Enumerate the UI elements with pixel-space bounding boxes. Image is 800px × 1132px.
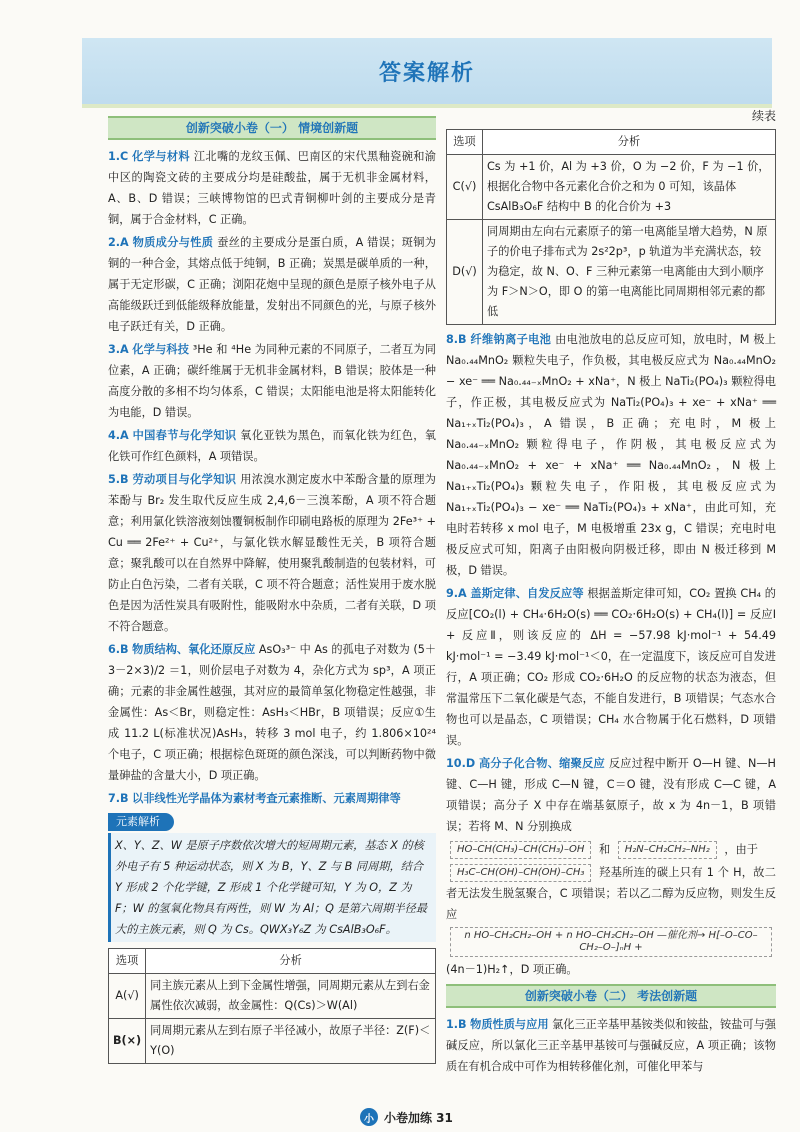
table-header-analysis: 分析 [483,130,776,155]
topic-tag: 化学与科技 [132,343,190,356]
answer-item [108,469,436,637]
answer-number: 1.B [446,1018,467,1031]
table-cell-option: D(√) [447,220,483,325]
answer-text: 用浓溴水测定废水中苯酚含量的原理为苯酚与 Br₂ 发生取代反应生成 2,4,6－三溴苯酚，A 项不符合题意；利用氯化铁溶液刻蚀覆铜板制作印刷电路板的原理为 2Fe³⁺ + Cu ══ 2Fe²⁺ + Cu²⁺，与氯化铁水解显酸性无关，B 项符合题意；聚乳酸可以在自然界中降解，使用聚乳酸制造的包装材料，可防止白色污染，二者有关联，C 项不符合题意；活性炭用于废水脱色是因为活性炭具有吸附性，能吸附水中杂质，二者有关联，D 项不符合题意。 [108,473,436,633]
section-heading: 创新突破小卷（二） 考法创新题 [446,984,776,1008]
table-cell-analysis: 同周期由左向右元素原子的第一电离能呈增大趋势，N 原子的价电子排布式为 2s²2p³，p 轨道为半充满状态，较为稳定，故 N、O、F 三种元素第一电离能由大到小顺序为 F＞N＞O，即 O 的第一电离能比同周期相邻元素的都低 [483,220,776,325]
answer-item [446,329,776,581]
table-header-option: 选项 [447,130,483,155]
topic-tag: 物质性质与应用 [470,1018,549,1031]
topic-tag: 劳动项目与化学知识 [132,473,237,486]
table-header-option: 选项 [109,949,146,974]
after-molecule-text: ，由于 [724,843,758,856]
banner [82,38,772,104]
answer-text: 由电池放电的总反应可知，放电时，M 极上 Na₀.₄₄MnO₂ 颗粒失电子，作负极，其电极反应式为 Na₀.₄₄MnO₂ − xe⁻ ══ Na₀.₄₄₋ₓMnO₂ + xNa⁺，N 极上 NaTi₂(PO₄)₃ 颗粒得电子，作正极，其电极反应式为 NaTi₂(PO₄)₃ + xe⁻ + xNa⁺ ══ Na₁₊ₓTi₂(PO₄)₃，A 错误，B 正确；充电时，M 极上 Na₀.₄₄₋ₓMnO₂ 颗粒得电子，作阴极，其电极反应式为 Na₀.₄₄₋ₓMnO₂ + xe⁻ + xNa⁺ ══ Na₀.₄₄MnO₂，N 极上 Na₁₊ₓTi₂(PO₄)₃ 颗粒失电子，作阳极，其电极反应式为 Na₁₊ₓTi₂(PO₄)₃ − xe⁻ ══ NaTi₂(PO₄)₃ + xNa⁺，由此可知，充电时若转移 x mol 电子，M 电极增重 23x g，C 错误；充电时电极反应式可知，阳离子由阳极向阴极迁移，即由 N 极迁移到 M 极，D 错误。 [446,333,776,577]
answer-text: 氯化三正辛基甲基铵类似和铵盐，铵盐可与强碱反应，所以氯化三正辛基甲基铵可与强碱反应，A 项正确；该物质在有机合成中可作为相转移催化剂，可催化甲苯与 [446,1018,776,1073]
structure-line [446,839,776,860]
table-header-row [447,130,776,155]
reaction-equation [446,927,776,957]
table-row [109,974,436,1019]
and-word: 和 [598,843,611,856]
answer-number: 6.B [108,643,129,656]
table-cell-option: C(√) [447,155,483,220]
answer-item [446,1014,776,1077]
table-cell-option: B(×) [109,1019,146,1064]
analysis-text: X、Y、Z、W 是原子序数依次增大的短周期元素，基态 X 的核外电子有 5 种运动状态，则 X 为 B，Y、Z 与 B 同周期，结合 Y 形成 2 个化学键，Z 形成 1 个化学键可知，Y 为 O，Z 为 F；W 的氢氧化物具有两性，则 W 为 Al；Q 是第六周期半径最大的主族元素，则 Q 为 Cs。QWX₃Y₆Z 为 CsAlB₃O₆F。 [108,833,436,942]
table-cell-analysis: 同周期元素从左到右原子半径减小，故原子半径：Z(F)＜Y(O) [146,1019,436,1064]
answer-text: AsO₃³⁻ 中 As 的孤电子对数为 (5＋3－2×3)/2 ＝1，则价层电子对数为 4，杂化方式为 sp³，A 项正确；元素的非金属性越强，其对应的最简单氢化物稳定性越强，非金属性：As＜Br，则稳定性：AsH₃＜HBr，B 项错误；反应①生成 11.2 L(标准状况)AsH₃，转移 3 mol 电子，约 1.806×10²⁴ 个电子，C 项正确；根据棕色斑斑的颜色深浅，可以判断药物中微量砷盐的含量大小，D 项正确。 [108,643,437,782]
answer-item [446,753,776,837]
answer-list [446,329,776,837]
answer-number: 8.B [446,333,467,346]
answer-number: 9.A [446,587,467,600]
table-header-analysis: 分析 [146,949,436,974]
topic-tag: 物质成分与性质 [132,236,214,249]
topic-tag: 纤维钠离子电池 [470,333,552,346]
topic-tag: 化学与材料 [132,150,190,163]
topic-tag: 中国春节与化学知识 [132,429,237,442]
analysis-table-continued [446,129,776,325]
molecule-butanediol: H₃C–CH(OH)–CH(OH)–CH₃ [450,864,591,882]
structure-line-2 [446,862,776,925]
continued-label: 续表 [751,109,776,123]
answer-item [108,425,436,467]
analysis-title: 元素解析 [108,813,174,831]
answer-text: 根据盖斯定律可知，CO₂ 置换 CH₄ 的反应[CO₂(l) + CH₄·6H₂O(s) ══ CO₂·6H₂O(s) + CH₄(l)] = 反应Ⅰ + 反应Ⅱ，则该反应的 ΔH = −57.98 kJ·mol⁻¹ + 54.49 kJ·mol⁻¹ = −3.49 kJ·mol⁻¹＜0，在一定温度下，该反应可自发进行，A 项正确；CO₂ 形成 CO₂·6H₂O 的反应物的状态为液态，但常温常压下二氧化碳是气态，不能自发进行，B 项错误；气态水合物也可以是晶态，C 项错误；CH₄ 水合物属于化石燃料，D 项错误。 [446,587,776,747]
brand-logo-icon: 小 [360,1108,378,1126]
left-column [108,116,436,1064]
page-title: 答案解析 [378,60,475,86]
answer-text: 反应过程中断开 O—H 键、N—H 键、C—H 键，形成 C—N 键，C＝O 键，没有形成 C—C 键，A 项错误；高分子 X 中存在端基氨原子，故 x 为 4n－1，B 项错误；若将 M、N 分别换成 [446,757,776,833]
answer-number: 4.A [108,429,129,442]
table-cell-analysis: 同主族元素从上到下金属性增强，同周期元素从左到右金属性依次减弱，故金属性：Q(Cs)＞W(Al) [146,974,436,1019]
table-cell-option: A(√) [109,974,146,1019]
molecule-diamine: H₂N–CH₂CH₂–NH₂ [618,841,717,859]
table-row [447,220,776,325]
page-footer [360,1108,453,1126]
topic-tag: 盖斯定律、自发反应等 [470,587,584,600]
answer-number: 2.A [108,236,129,249]
answer-list [446,1014,776,1077]
answer-text: 蚕丝的主要成分是蛋白质，A 错误；斑铜为铜的一种合金，其熔点低于纯铜，B 正确；炭黑是碳单质的一种，属于无定形碳，C 正确；浏阳花炮中呈现的颜色是原子核外电子从高能级跃迁到低能级释放能量，发射出不同颜色的光，与原子核外电子跃迁有关，D 正确。 [108,236,436,333]
answer-number: 3.A [108,343,129,356]
topic-tag: 物质结构、氧化还原反应 [132,643,256,656]
answer-number: 10.D [446,757,476,770]
answer-text: ³He 和 ⁴He 为同种元素的不同原子，二者互为同位素，A 正确；碳纤维属于无机非金属材料，B 错误；胶体是一种高度分散的多相不均匀体系，C 错误；太阳能电池是将太阳能转化为电能，D 错误。 [108,343,436,419]
answer-item [108,232,436,337]
analysis-box [108,811,436,942]
section-heading: 创新突破小卷（一） 情境创新题 [108,116,436,140]
polymer-reaction: n HO–CH₂CH₂–OH + n HO–CH₂CH₂–OH —催化剂→ H[–O–CO–CH₂–O–]ₙH + [450,927,772,957]
answer-text: 江北嘴的龙纹玉佩、巴南区的宋代黑釉瓷碗和渝中区的陶瓷文砖的主要成分均是硅酸盐，属于无机非金属材料，A、B、D 错误；三峡博物馆的巴式青铜柳叶剑的主要成分是青铜，属于合金材料，C 正确。 [108,150,436,226]
answer-list [108,146,436,809]
explanation-text: 羟基所连的碳上只有 1 个 H，故二者无法发生脱氢聚合，C 项错误；若以乙二醇为反应物，则发生反应 [446,866,776,921]
topic-tag: 以非线性光学晶体为素材考查元素推断、元素周期律等 [132,792,401,805]
answer-item [108,639,436,786]
answer-number: 7.B [108,792,129,805]
page-number: 小卷加练 31 [384,1110,453,1125]
molecule-diol: HO–CH(CH₃)–CH(CH₃)–OH [450,841,591,859]
answer-item [108,788,436,809]
answer-item [446,583,776,751]
answer-item [108,339,436,423]
analysis-table [108,948,436,1064]
topic-tag: 高分子化合物、缩聚反应 [478,757,605,770]
answer-text: 氧化亚铁为黑色，而氧化铁为红色，氧化铁可作红色颜料，A 项错误。 [108,429,436,463]
answer-number: 5.B [108,473,129,486]
right-column [446,108,776,1079]
table-row [109,1019,436,1064]
conclusion-text: (4n－1)H₂↑，D 项正确。 [446,963,578,976]
answer-number: 1.C [108,150,129,163]
table-row [447,155,776,220]
table-cell-analysis: Cs 为 +1 价，Al 为 +3 价，O 为 −2 价，F 为 −1 价，根据化合物中各元素化合价之和为 0 可知，该晶体 CsAlB₃O₆F 结构中 B 的化合价为 +3 [483,155,776,220]
answer-item [108,146,436,230]
table-header-row [109,949,436,974]
